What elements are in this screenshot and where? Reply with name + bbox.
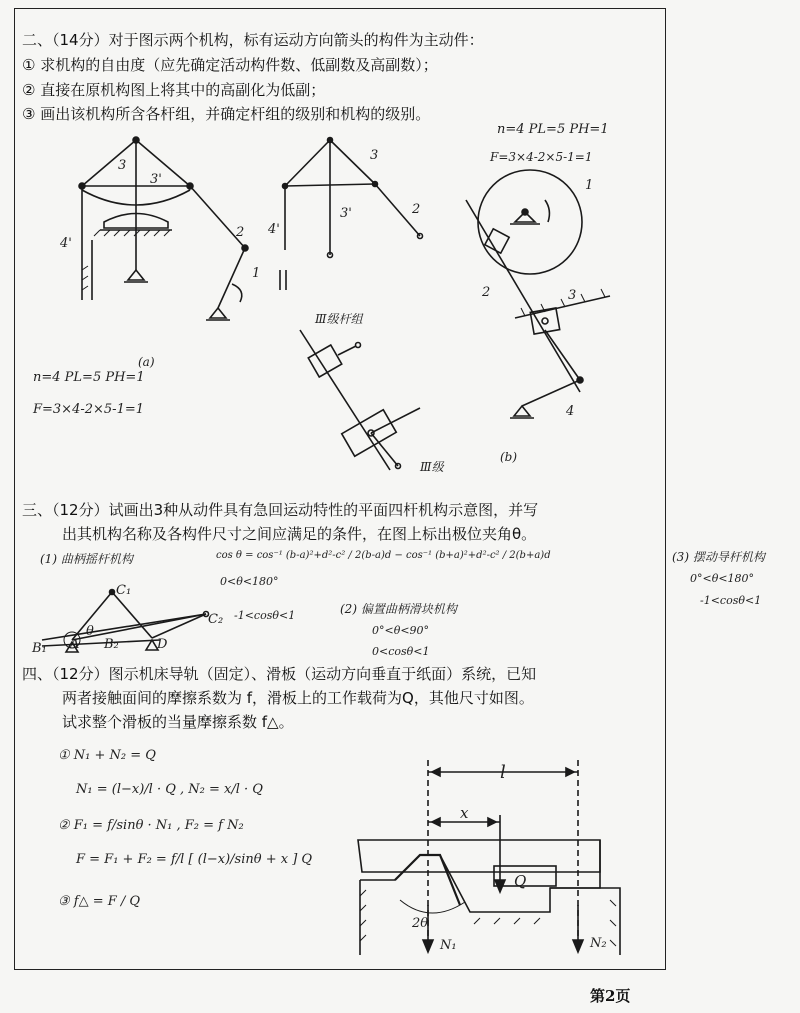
- pt-d: D: [157, 637, 168, 652]
- m1-range: 0<θ<180°: [220, 575, 279, 588]
- q4-step1b: N₁ = (l−x)/l · Q , N₂ = x/l · Q: [76, 782, 263, 797]
- label-b: (b): [500, 450, 518, 464]
- a-label-4p: 4': [60, 236, 72, 251]
- pt-c2: C₂: [208, 612, 224, 627]
- b-label-2: 2: [482, 285, 491, 300]
- q2-item2: ② 直接在原机构图上将其中的高副化为低副；: [22, 81, 326, 99]
- class3-group-label: Ⅲ级杆组: [315, 312, 363, 326]
- q2-title: 二、（14分）对于图示两个机构，标有运动方向箭头的构件为主动件：: [22, 31, 484, 49]
- figure-class3-group: [300, 330, 420, 470]
- fig4-n2: N₂: [590, 936, 607, 951]
- q2-item1: ① 求机构的自由度（应先确定活动构件数、低副数及高副数）；: [22, 56, 438, 74]
- pt-a: A: [70, 637, 80, 652]
- m3-range: 0°<θ<180°: [690, 572, 755, 585]
- m1-cos: -1<cosθ<1: [234, 609, 296, 622]
- label-a: (a): [138, 355, 155, 369]
- figure-q4-rail: [358, 760, 620, 955]
- pt-b1: B₁: [32, 641, 47, 656]
- q4-line2: 两者接触面间的摩擦系数为 f，滑板上的工作载荷为Q，其他尺寸如图。: [62, 689, 534, 707]
- b-dof-counts: n=4 PL=5 PH=1: [497, 122, 609, 137]
- q4-title: 四、（12分）图示机床导轨（固定）、滑板（运动方向垂直于纸面）系统，已知: [22, 665, 537, 683]
- b-label-3: 3: [568, 288, 577, 303]
- figure-a: [79, 137, 248, 320]
- a-dof-counts: n=4 PL=5 PH=1: [33, 370, 145, 385]
- pt-theta: θ: [86, 624, 94, 639]
- g-label-4p: 4': [268, 222, 280, 237]
- q4-step2b: F = F₁ + F₂ = f/l [ (l−x)/sinθ + x ] Q: [76, 852, 313, 867]
- m2-range: 0°<θ<90°: [372, 624, 430, 637]
- q4-step1: ① N₁ + N₂ = Q: [58, 748, 156, 763]
- b-dof-formula: F=3×4-2×5-1=1: [490, 150, 593, 164]
- figure-b: [466, 170, 610, 418]
- g-label-3: 3: [370, 148, 379, 163]
- fig4-l: l: [500, 762, 506, 783]
- m3-cos: -1<cosθ<1: [700, 594, 762, 607]
- q4-line3: 试求整个滑板的当量摩擦系数 f△。: [62, 713, 294, 731]
- class3-label: Ⅲ级: [420, 460, 444, 474]
- b-label-1: 1: [585, 178, 594, 193]
- m2-cos: 0<cosθ<1: [372, 645, 430, 658]
- q3-title: 三、（12分）试画出3种从动件具有急回运动特性的平面四杆机构示意图，并写: [22, 501, 539, 519]
- fig4-x: x: [460, 804, 469, 822]
- m1-formula: cos θ = cos⁻¹ (b-a)²+d²-c² / 2(b-a)d − cos⁻¹ (b+a)²+d²-c² / 2(b+a)d: [216, 550, 551, 561]
- figure-group-a: [280, 138, 423, 291]
- pt-c1: C₁: [116, 583, 132, 598]
- m1-name: (1) 曲柄摇杆机构: [40, 552, 133, 566]
- q3-title2: 出其机构名称及各构件尺寸之间应满足的条件，在图上标出极位夹角θ。: [62, 525, 537, 543]
- q4-step3: ③ f△ = F / Q: [58, 894, 141, 909]
- q4-step2: ② F₁ = f/sinθ · N₁ , F₂ = f N₂: [58, 818, 244, 833]
- g-label-2: 2: [412, 202, 421, 217]
- a-label-3p: 3': [150, 172, 162, 187]
- a-label-3: 3: [118, 158, 127, 173]
- pt-b2: B₂: [104, 637, 119, 652]
- fig4-q: Q: [514, 872, 527, 890]
- a-label-2: 2: [236, 225, 245, 240]
- q2-item3: ③ 画出该机构所含各杆组，并确定杆组的级别和机构的级别。: [22, 105, 431, 123]
- figure-q3-fourbar: [42, 590, 209, 653]
- b-label-4: 4: [566, 404, 575, 419]
- a-dof-formula: F=3×4-2×5-1=1: [33, 402, 145, 417]
- m2-name: (2) 偏置曲柄滑块机构: [340, 602, 457, 616]
- fig4-n1: N₁: [440, 938, 457, 953]
- m3-name: (3) 摆动导杆机构: [672, 550, 765, 564]
- fig4-2theta: 2θ: [412, 916, 429, 931]
- page-number: 第2页: [590, 987, 631, 1005]
- g-label-3p: 3': [340, 206, 352, 221]
- a-label-1: 1: [252, 266, 261, 281]
